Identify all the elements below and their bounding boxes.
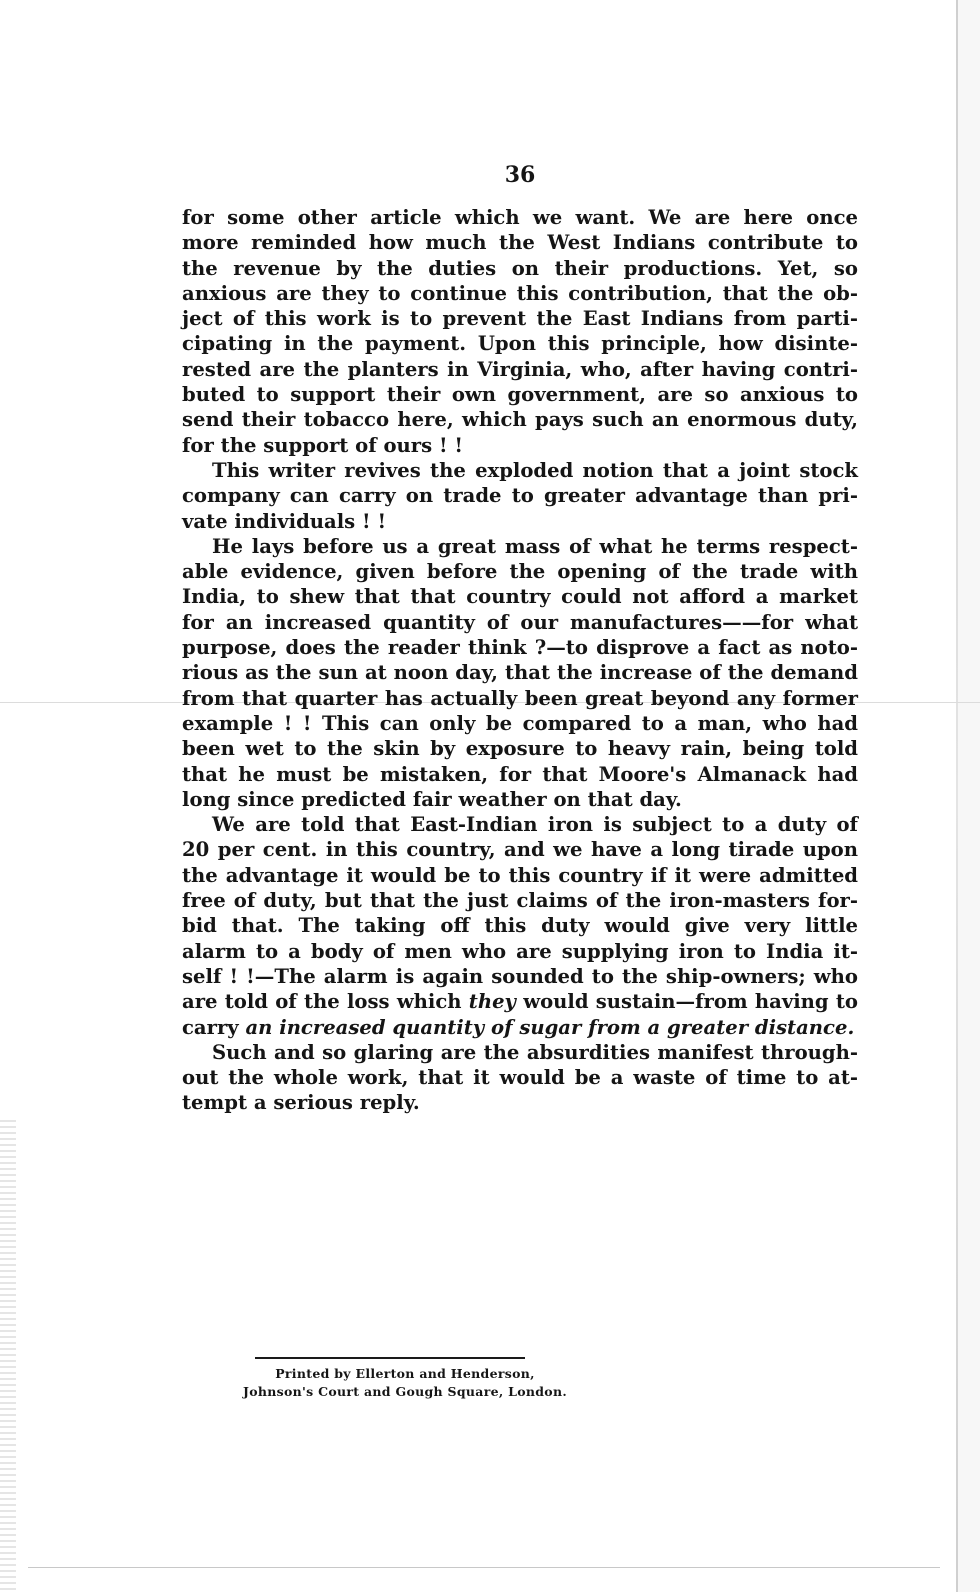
text-line: ject of this work is to prevent the East Indians from parti- <box>182 307 858 331</box>
text-line: that he must be mistaken, for that Moore's Almanack had <box>182 762 858 786</box>
text-line: purpose, does the reader think ?—to disprove a fact as noto- <box>182 636 858 660</box>
page-binding-edge <box>0 1120 16 1592</box>
text-line: 20 per cent. in this country, and we have a long tirade upon <box>182 838 858 862</box>
text-line: rested are the planters in Virginia, who, after having contri- <box>182 357 858 381</box>
text-line: for an increased quantity of our manufactures——for what <box>182 610 858 634</box>
text-line: for some other article which we want. We are here once <box>182 206 858 229</box>
text-run: carry <box>182 1015 246 1039</box>
page-right-edge <box>956 0 958 1592</box>
text-line <box>182 1015 858 1040</box>
body-paragraphs <box>182 205 858 989</box>
text-line: anxious are they to continue this contribution, that the ob- <box>182 281 858 305</box>
text-line: alarm to a body of men who are supplying iron to India it- <box>182 939 858 963</box>
page-number: 36 <box>504 162 536 188</box>
text-line: rious as the sun at noon day, that the increase of the demand <box>182 661 858 685</box>
text-line: buted to support their own government, are so anxious to <box>182 383 858 407</box>
text-line: from that quarter has actually been great beyond any former <box>182 686 858 710</box>
text-line: the revenue by the duties on their productions. Yet, so <box>182 256 858 280</box>
text-line: He lays before us a great mass of what he terms respect- <box>212 534 858 558</box>
text-line: bid that. The taking off this duty would give very little <box>182 914 858 938</box>
imprint-rule <box>255 1357 525 1359</box>
text-line: India, to shew that that country could not afford a market <box>182 585 858 609</box>
text-line: been wet to the skin by exposure to heavy rain, being told <box>182 737 858 761</box>
printer-imprint <box>190 1365 620 1401</box>
text-line: We are told that East-Indian iron is subject to a duty of <box>212 813 858 837</box>
imprint-line-address: Johnson's Court and Gough Square, London. <box>243 1384 567 1399</box>
text-run: are told of the loss which <box>182 990 469 1014</box>
page-right-margin <box>958 0 980 1592</box>
text-line: company can carry on trade to greater advantage than pri- <box>182 484 858 508</box>
text-line: example ! ! This can only be compared to a man, who had <box>182 711 858 735</box>
text-line: self ! !—The alarm is again sounded to the ship-owners; who <box>182 964 858 988</box>
text-line: able evidence, given before the opening of the trade with <box>182 560 858 584</box>
text-run: would sustain—from having to <box>515 990 858 1014</box>
text-line: vate individuals ! ! <box>182 509 387 533</box>
text-line: Such and so glaring are the absurdities manifest through- <box>212 1040 858 1064</box>
body-text <box>182 205 858 1116</box>
text-line: cipating in the payment. Upon this principle, how disinte- <box>182 332 858 356</box>
text-line: free of duty, but that the just claims of the iron-masters for- <box>182 889 858 913</box>
text-line: the advantage it would be to this country if it were admitted <box>182 863 858 887</box>
text-line: long since predicted fair weather on that day. <box>182 787 682 811</box>
italic-text-run: they <box>468 990 516 1014</box>
text-line: more reminded how much the West Indians contribute to <box>182 231 858 255</box>
text-line <box>182 989 858 1014</box>
page-bottom-edge <box>28 1567 940 1568</box>
text-line: out the whole work, that it would be a waste of time to at- <box>182 1066 858 1090</box>
text-line: tempt a serious reply. <box>182 1091 420 1115</box>
text-line: This writer revives the exploded notion that a joint stock <box>212 458 858 482</box>
text-line: send their tobacco here, which pays such an enormous duty, <box>182 408 858 432</box>
italic-text-run: an increased quantity of sugar from a greater distance. <box>245 1015 855 1039</box>
text-line: for the support of ours ! ! <box>182 433 463 457</box>
closing-paragraph <box>182 1040 858 1116</box>
imprint-line-printer: Printed by Ellerton and Henderson, <box>275 1366 535 1381</box>
